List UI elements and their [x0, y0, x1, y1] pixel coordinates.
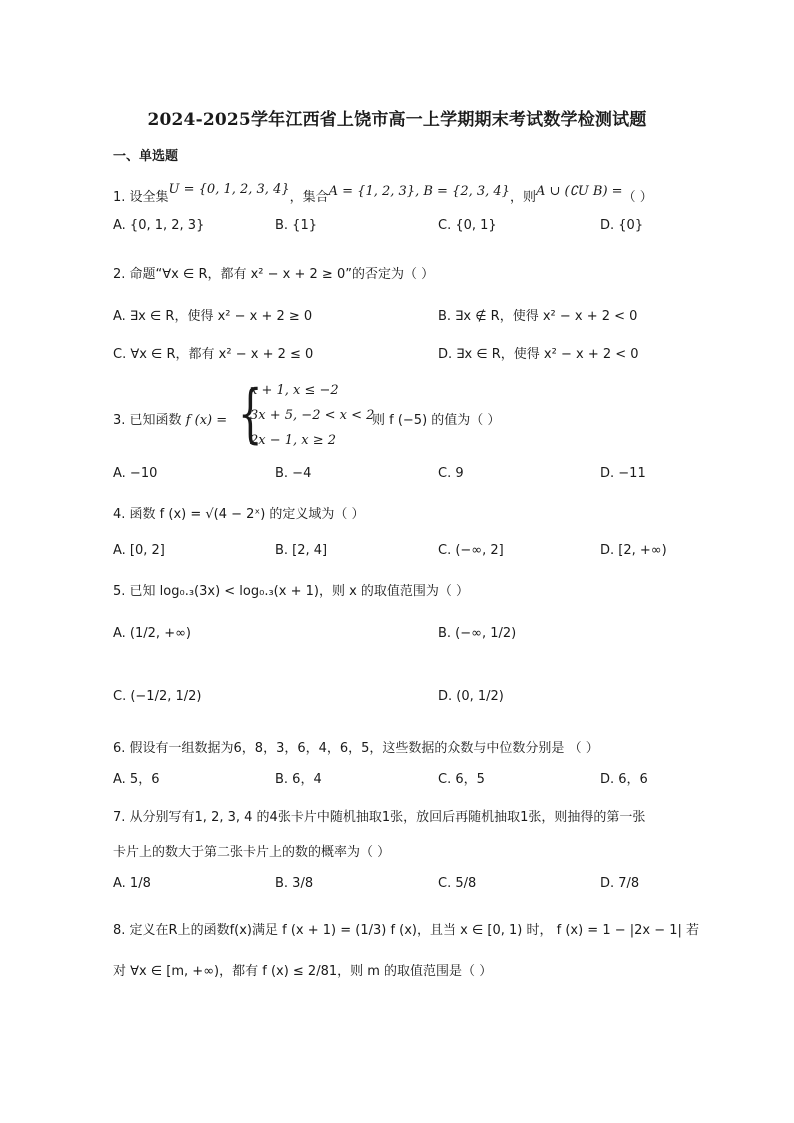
q6-option-c: C. 6，5 [438, 772, 485, 787]
q1-option-b: B. {1} [275, 218, 317, 233]
q7-option-b: B. 3/8 [275, 876, 314, 891]
q3-option-c: C. 9 [438, 466, 464, 481]
q4-option-c: C. (−∞, 2] [438, 543, 504, 558]
question-1 [113, 182, 653, 205]
q3-option-d: D. −11 [600, 466, 646, 481]
q1-answer-paren: （ ） [622, 190, 653, 205]
q5-option-a: A. (1/2, +∞) [113, 626, 191, 641]
q1-option-c: C. {0, 1} [438, 218, 497, 233]
q1-stem-b: ，集合 [289, 190, 329, 205]
question-2: 2. 命题“∀x ∈ R，都有 x² − x + 2 ≥ 0”的否定为（ ） [113, 267, 435, 282]
question-8-line-2: 对 ∀x ∈ [m, +∞)，都有 f (x) ≤ 2/81，则 m 的取值范围是（ ） [113, 964, 493, 979]
q3-option-a: A. −10 [113, 466, 158, 481]
q1-expression: A ∪ (∁U B) = [535, 184, 623, 199]
q7-option-a: A. 1/8 [113, 876, 151, 891]
question-7-line-1: 7. 从分别写有1, 2, 3, 4 的4张卡片中随机抽取1张，放回后再随机抽取1张，则抽得的第一张 [113, 810, 646, 825]
q2-option-b: B. ∃x ∉ R，使得 x² − x + 2 < 0 [438, 309, 638, 324]
q7-option-c: C. 5/8 [438, 876, 477, 891]
q1-stem-c: ，则 [509, 190, 536, 205]
question-8-line-1: 8. 定义在R上的函数f(x)满足 f (x + 1) = (1/3) f (x)，且当 x ∈ [0, 1) 时， f (x) = 1 − |2x − 1| 若 [113, 923, 700, 938]
question-4: 4. 函数 f (x) = √(4 − 2ˣ) 的定义域为（ ） [113, 507, 365, 522]
q4-option-a: A. [0, 2] [113, 543, 165, 558]
q3-piece-1: x + 1, x ≤ −2 [250, 383, 339, 398]
q1-option-a: A. {0, 1, 2, 3} [113, 218, 205, 233]
q3-function: f (x) = [185, 413, 228, 428]
q2-option-a: A. ∃x ∈ R，使得 x² − x + 2 ≥ 0 [113, 309, 313, 324]
q3-piece-3: 2x − 1, x ≥ 2 [250, 433, 337, 448]
q2-option-d: D. ∃x ∈ R，使得 x² − x + 2 < 0 [438, 347, 639, 362]
q7-option-d: D. 7/8 [600, 876, 640, 891]
q1-universe-set: U = {0, 1, 2, 3, 4} [168, 182, 290, 197]
q6-option-d: D. 6，6 [600, 772, 648, 787]
question-7-line-2: 卡片上的数大于第二张卡片上的数的概率为（ ） [113, 845, 391, 860]
q5-option-b: B. (−∞, 1/2) [438, 626, 517, 641]
q6-option-a: A. 5，6 [113, 772, 160, 787]
q5-option-c: C. (−1/2, 1/2) [113, 689, 202, 704]
q3-piece-2: 3x + 5, −2 < x < 2 [250, 408, 375, 423]
q6-option-b: B. 6，4 [275, 772, 322, 787]
question-6: 6. 假设有一组数据为6，8，3，6，4，6，5，这些数据的众数与中位数分别是 （ ） [113, 741, 599, 756]
section-heading: 一、单选题 [113, 149, 179, 164]
question-5: 5. 已知 log₀.₃(3x) < log₀.₃(x + 1)，则 x 的取值范围为（ ） [113, 584, 470, 599]
q3-brace: { [238, 377, 263, 451]
page-title: 2024-2025学年江西省上饶市高一上学期期末考试数学检测试题 [147, 110, 647, 130]
q2-option-c: C. ∀x ∈ R，都有 x² − x + 2 ≤ 0 [113, 347, 314, 362]
q3-stem-b: 则 f (−5) 的值为（ ） [372, 413, 501, 428]
q5-option-d: D. (0, 1/2) [438, 689, 504, 704]
question-3-lead [113, 409, 227, 428]
q1-sets-ab: A = {1, 2, 3}, B = {2, 3, 4} [328, 184, 510, 199]
q4-option-b: B. [2, 4] [275, 543, 328, 558]
q1-option-d: D. {0} [600, 218, 644, 233]
q1-stem-a: 1. 设全集 [113, 190, 169, 205]
q4-option-d: D. [2, +∞) [600, 543, 667, 558]
q3-option-b: B. −4 [275, 466, 312, 481]
q3-stem-a: 3. 已知函数 [113, 413, 182, 428]
